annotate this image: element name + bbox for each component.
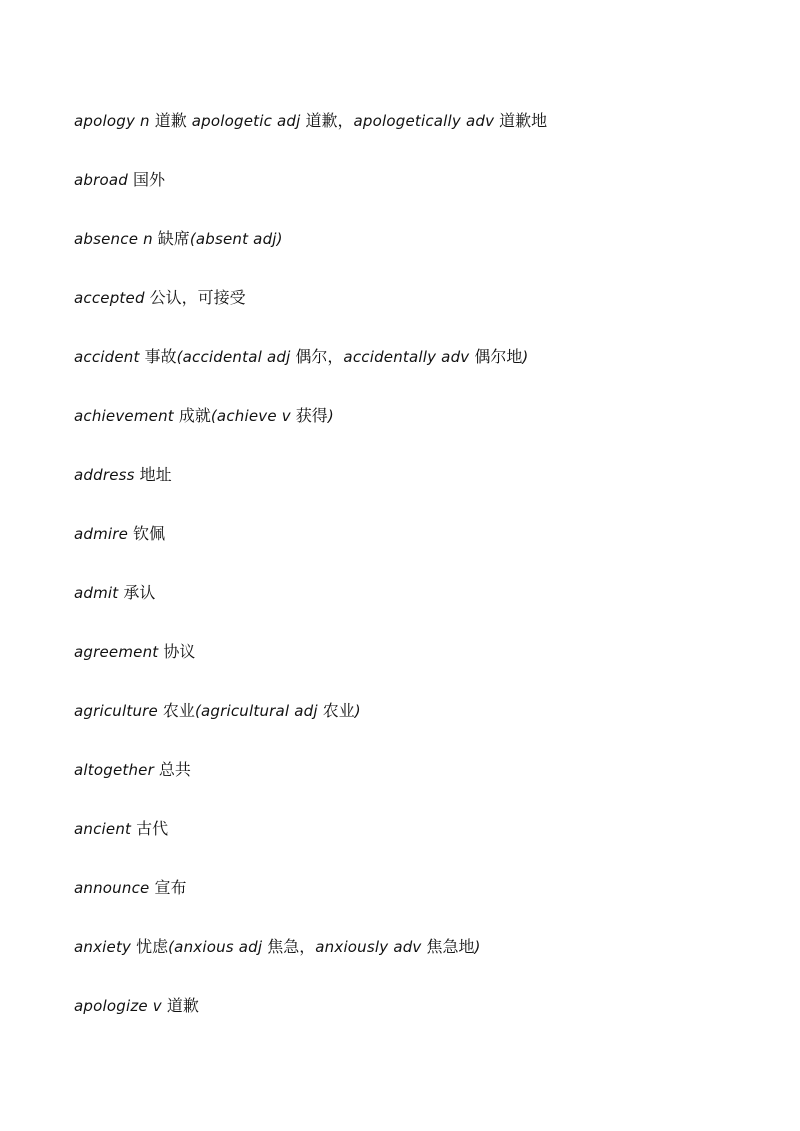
vocab-entry (74, 462, 734, 521)
chinese-gloss: 道歉 (166, 996, 199, 1015)
vocab-entry (74, 344, 734, 403)
vocab-entry (74, 698, 734, 757)
english-term: (agricultural adj (194, 702, 323, 720)
vocab-entry (74, 816, 734, 875)
vocab-entry (74, 521, 734, 580)
vocab-entry (74, 934, 734, 993)
english-term: abroad (74, 171, 133, 189)
english-term: absence n (74, 230, 158, 248)
english-term: achievement (74, 407, 179, 425)
chinese-gloss: 宣布 (154, 878, 187, 897)
vocab-entry (74, 108, 734, 167)
english-term: apologize v (74, 997, 167, 1015)
chinese-gloss: 公认，可接受 (149, 288, 246, 307)
chinese-gloss: 事故 (144, 347, 177, 366)
chinese-gloss: 钦佩 (133, 524, 166, 543)
chinese-gloss: 焦急地 (426, 937, 475, 956)
english-term: altogether (74, 761, 159, 779)
english-term: announce (74, 879, 155, 897)
english-term: admire (74, 525, 134, 543)
chinese-gloss: 获得 (295, 406, 328, 425)
chinese-gloss: 偶尔， (295, 347, 344, 366)
english-term: (accidental adj (176, 348, 296, 366)
vocab-entry (74, 639, 734, 698)
vocab-entry (74, 993, 734, 1052)
english-term: anxiously adv (315, 938, 427, 956)
chinese-gloss: 农业 (162, 701, 195, 720)
english-term: ) (327, 407, 334, 425)
english-term: agreement (74, 643, 164, 661)
chinese-gloss: 道歉 (154, 111, 192, 130)
chinese-gloss: 国外 (132, 170, 165, 189)
vocab-entry (74, 167, 734, 226)
english-term: address (74, 466, 140, 484)
english-term: accepted (74, 289, 150, 307)
chinese-gloss: 焦急， (267, 937, 316, 956)
english-term: (anxious adj (168, 938, 268, 956)
english-term: accidentally adv (343, 348, 475, 366)
english-term: ) (354, 702, 361, 720)
vocab-entry (74, 285, 734, 344)
english-term: (absent adj) (189, 230, 283, 248)
chinese-gloss: 协议 (163, 642, 196, 661)
english-term: (achieve v (210, 407, 296, 425)
chinese-gloss: 道歉， (305, 111, 354, 130)
english-term: apologetic adj (191, 112, 306, 130)
chinese-gloss: 承认 (123, 583, 156, 602)
english-term: apologetically adv (353, 112, 500, 130)
vocab-entry (74, 757, 734, 816)
english-term: anxiety (74, 938, 137, 956)
english-term: admit (74, 584, 124, 602)
english-term: agriculture (74, 702, 163, 720)
chinese-gloss: 古代 (136, 819, 169, 838)
english-term: accident (74, 348, 145, 366)
vocabulary-list (74, 108, 734, 1052)
english-term: ) (474, 938, 481, 956)
chinese-gloss: 偶尔地 (474, 347, 523, 366)
vocab-entry (74, 403, 734, 462)
english-term: ) (522, 348, 529, 366)
english-term: apology n (74, 112, 155, 130)
english-term: ancient (74, 820, 137, 838)
vocab-entry (74, 580, 734, 639)
chinese-gloss: 成就 (178, 406, 211, 425)
chinese-gloss: 缺席 (157, 229, 190, 248)
vocab-entry (74, 875, 734, 934)
vocab-entry (74, 226, 734, 285)
chinese-gloss: 农业 (322, 701, 355, 720)
chinese-gloss: 地址 (139, 465, 172, 484)
chinese-gloss: 道歉地 (499, 111, 548, 130)
chinese-gloss: 忧虑 (136, 937, 169, 956)
chinese-gloss: 总共 (158, 760, 191, 779)
